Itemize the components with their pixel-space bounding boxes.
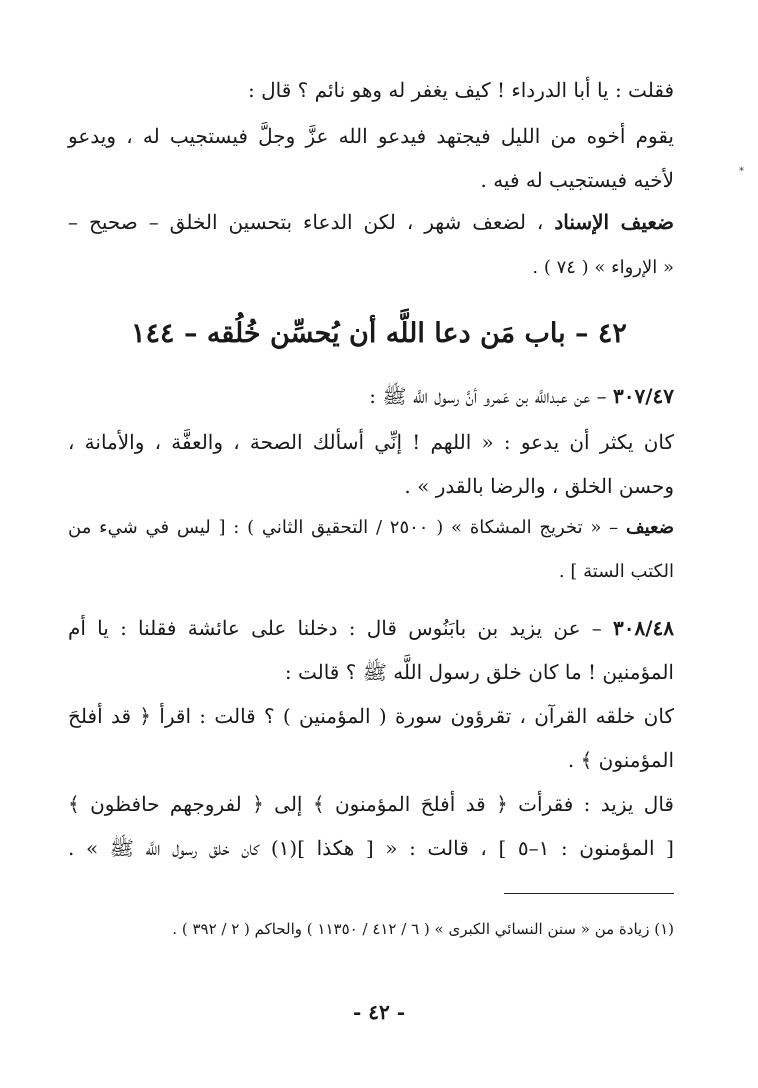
hadith-307-line-2: كان يكثر أن يدعو : « اللهم ! إنِّي أسألك الصحة ، والعفَّة ، والأمانة ، [68, 430, 674, 454]
hadith-308-line-4: المؤمنون ﴾ . [567, 748, 674, 772]
grade-label: ضعيف الإسناد [554, 210, 674, 234]
hadith-308-line-1: ٣٠٨/٤٨ – عن يزيد بن بابَنُوس قال : دخلنا على عائشة فقلنا : يا أم [68, 616, 674, 640]
margin-mark: * [739, 166, 744, 177]
hadith-307-grade: ضعيف – « تخريج المشكاة » ( ٢٥٠٠ / التحقيق الثاني ) : [ ليس في شيء من [68, 517, 674, 538]
hadith-308-line-5: قال يزيد : فقرأت ﴿ قد أفلحَ المؤمنون ﴾ إلى ﴿ لفروجهم حافظون ﴾ [68, 792, 674, 816]
hadith-307-line-3: وحسن الخلق ، والرضا بالقدر » . [404, 474, 674, 498]
text-line-3: لأخيه فيستجيب له فيه . [480, 168, 674, 192]
footnote-separator [504, 893, 674, 894]
grade-line [68, 208, 674, 236]
chapter-title: ٤٢ – باب مَن دعا اللَّه أن يُحسِّن خُلُقه – ١٤٤ [131, 318, 627, 349]
text-line-1: فقلت : يا أبا الدرداء ! كيف يغفر له وهو نائم ؟ قال : [248, 78, 674, 102]
hadith-308-line-6: [ المؤمنون : ١–٥ ] ، قالت : « [ هكذا ](١) كان خلق رسول اللَّه ﷺ » . [68, 836, 674, 860]
hadith-number: ٣٠٨/٤٨ [612, 616, 674, 640]
grade-label: ضعيف [625, 517, 674, 538]
hadith-308-line-3: كان خلقه القرآن ، تقرؤون سورة ( المؤمنين ) ؟ قالت : اقرأ ﴿ قد أفلحَ [68, 704, 674, 728]
hadith-307-line-1: ٣٠٧/٤٧ – عن عبداللَّه بن عَمرو أنَّ رسول اللَّه ﷺ : [369, 384, 674, 408]
hadith-number: ٣٠٧/٤٧ [612, 384, 674, 408]
hadith-308-line-2: المؤمنين ! ما كان خلق رسول اللَّه ﷺ ؟ قالت : [284, 660, 674, 684]
hadith-307-grade-line-2: الكتب الستة ] . [558, 561, 674, 582]
text-line-5: « الإرواء » ( ٧٤ ) . [532, 257, 674, 278]
text-line-2: يقوم أخوه من الليل فيجتهد فيدعو الله عزَّ وجلَّ فيستجيب له ، ويدعو [68, 124, 674, 148]
grade-text: ، لضعف شهر ، لكن الدعاء بتحسين الخلق – صحيح – [68, 210, 555, 234]
page-number: - ٤٢ - [352, 1000, 405, 1024]
footnote: (١) زيادة من « سنن النسائي الكبرى » ( ٦ / ٤١٢ / ١١٣٥٠ ) والحاكم ( ٢ / ٣٩٢ ) . [172, 920, 674, 938]
